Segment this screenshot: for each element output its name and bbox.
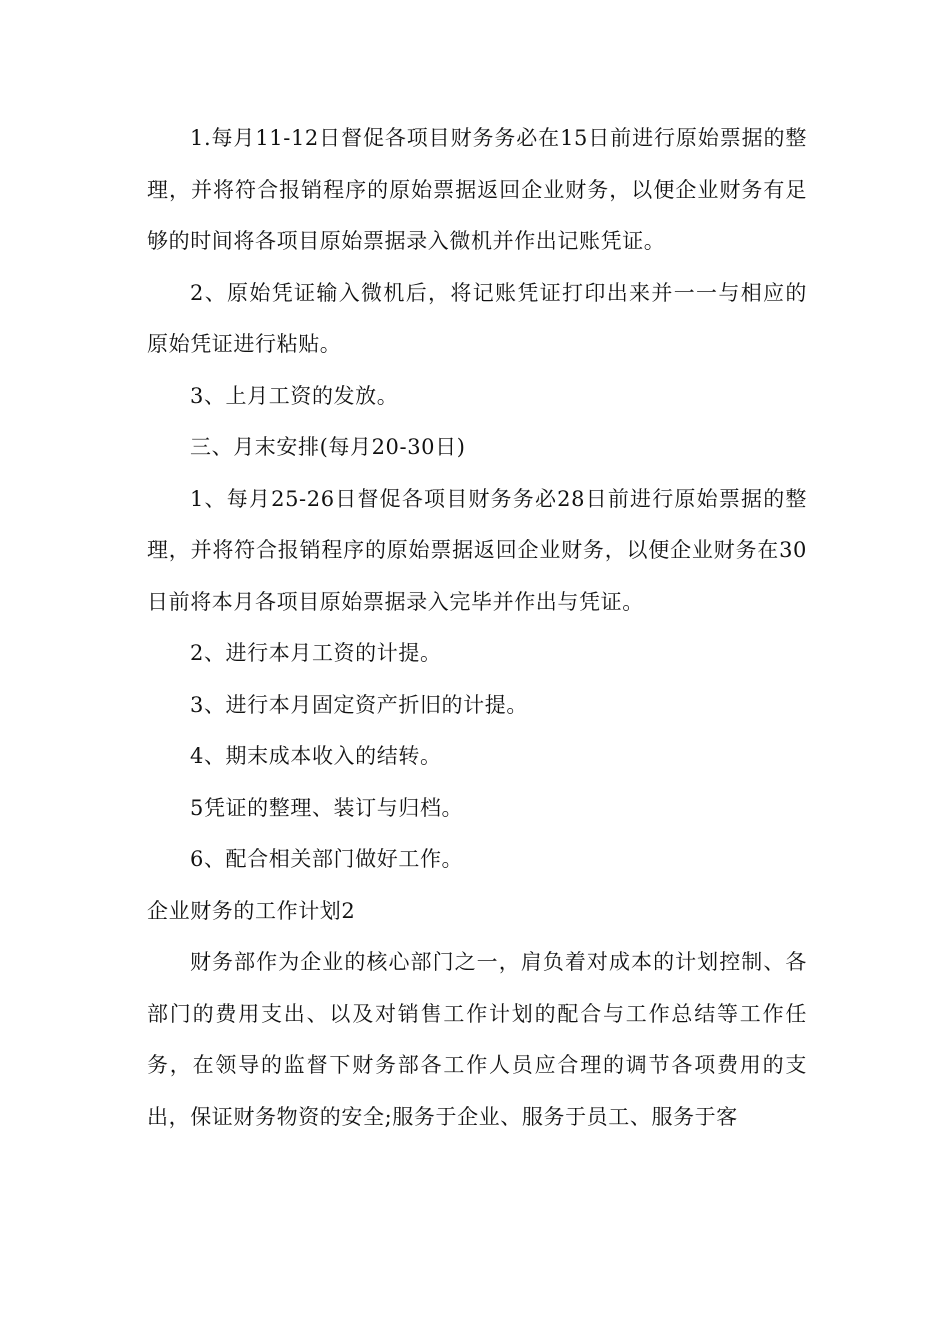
section-heading-month-end: 三、月末安排(每月20-30日) <box>190 435 466 459</box>
paragraph-cost-revenue-transfer: 4、期末成本收入的结转。 <box>190 744 442 768</box>
paragraph-voucher-filing: 5凭证的整理、装订与归档。 <box>190 795 464 820</box>
paragraph-salary-payment: 3、上月工资的发放。 <box>190 383 399 408</box>
paragraph-department-cooperation: 6、配合相关部门做好工作。 <box>190 847 464 871</box>
paragraph-finance-department-role: 财务部作为企业的核心部门之一，肩负着对成本的计划控制、各部门的费用支出、以及对销售工作计划的配合与工作总结等工作任务，在领导的监督下财务部各工作人员应合理的调节各项费用的支出，保证财务物资的安全;服务于企业、服务于员工、服务于客 <box>147 950 807 1129</box>
paragraph-monthly-receipt-sorting: 1.每月11-12日督促各项目财务务必在15日前进行原始票据的整理，并将符合报销程序的原始票据返回企业财务，以便企业财务有足够的时间将各项目原始票据录入微机并作出记账凭证。 <box>147 126 807 253</box>
paragraph-month-end-receipts: 1、每月25-26日督促各项目财务务必28日前进行原始票据的整理，并将符合报销程序的原始票据返回企业财务，以便企业财务在30日前将本月各项目原始票据录入完毕并作出与凭证。 <box>147 486 807 614</box>
document-subtitle: 企业财务的工作计划2 <box>147 898 356 923</box>
paragraph-depreciation: 3、进行本月固定资产折旧的计提。 <box>190 692 528 717</box>
paragraph-voucher-printing: 2、原始凭证输入微机后，将记账凭证打印出来并一一与相应的原始凭证进行粘贴。 <box>147 280 807 356</box>
paragraph-salary-accrual: 2、进行本月工资的计提。 <box>190 641 442 665</box>
document-body <box>147 113 807 1143</box>
